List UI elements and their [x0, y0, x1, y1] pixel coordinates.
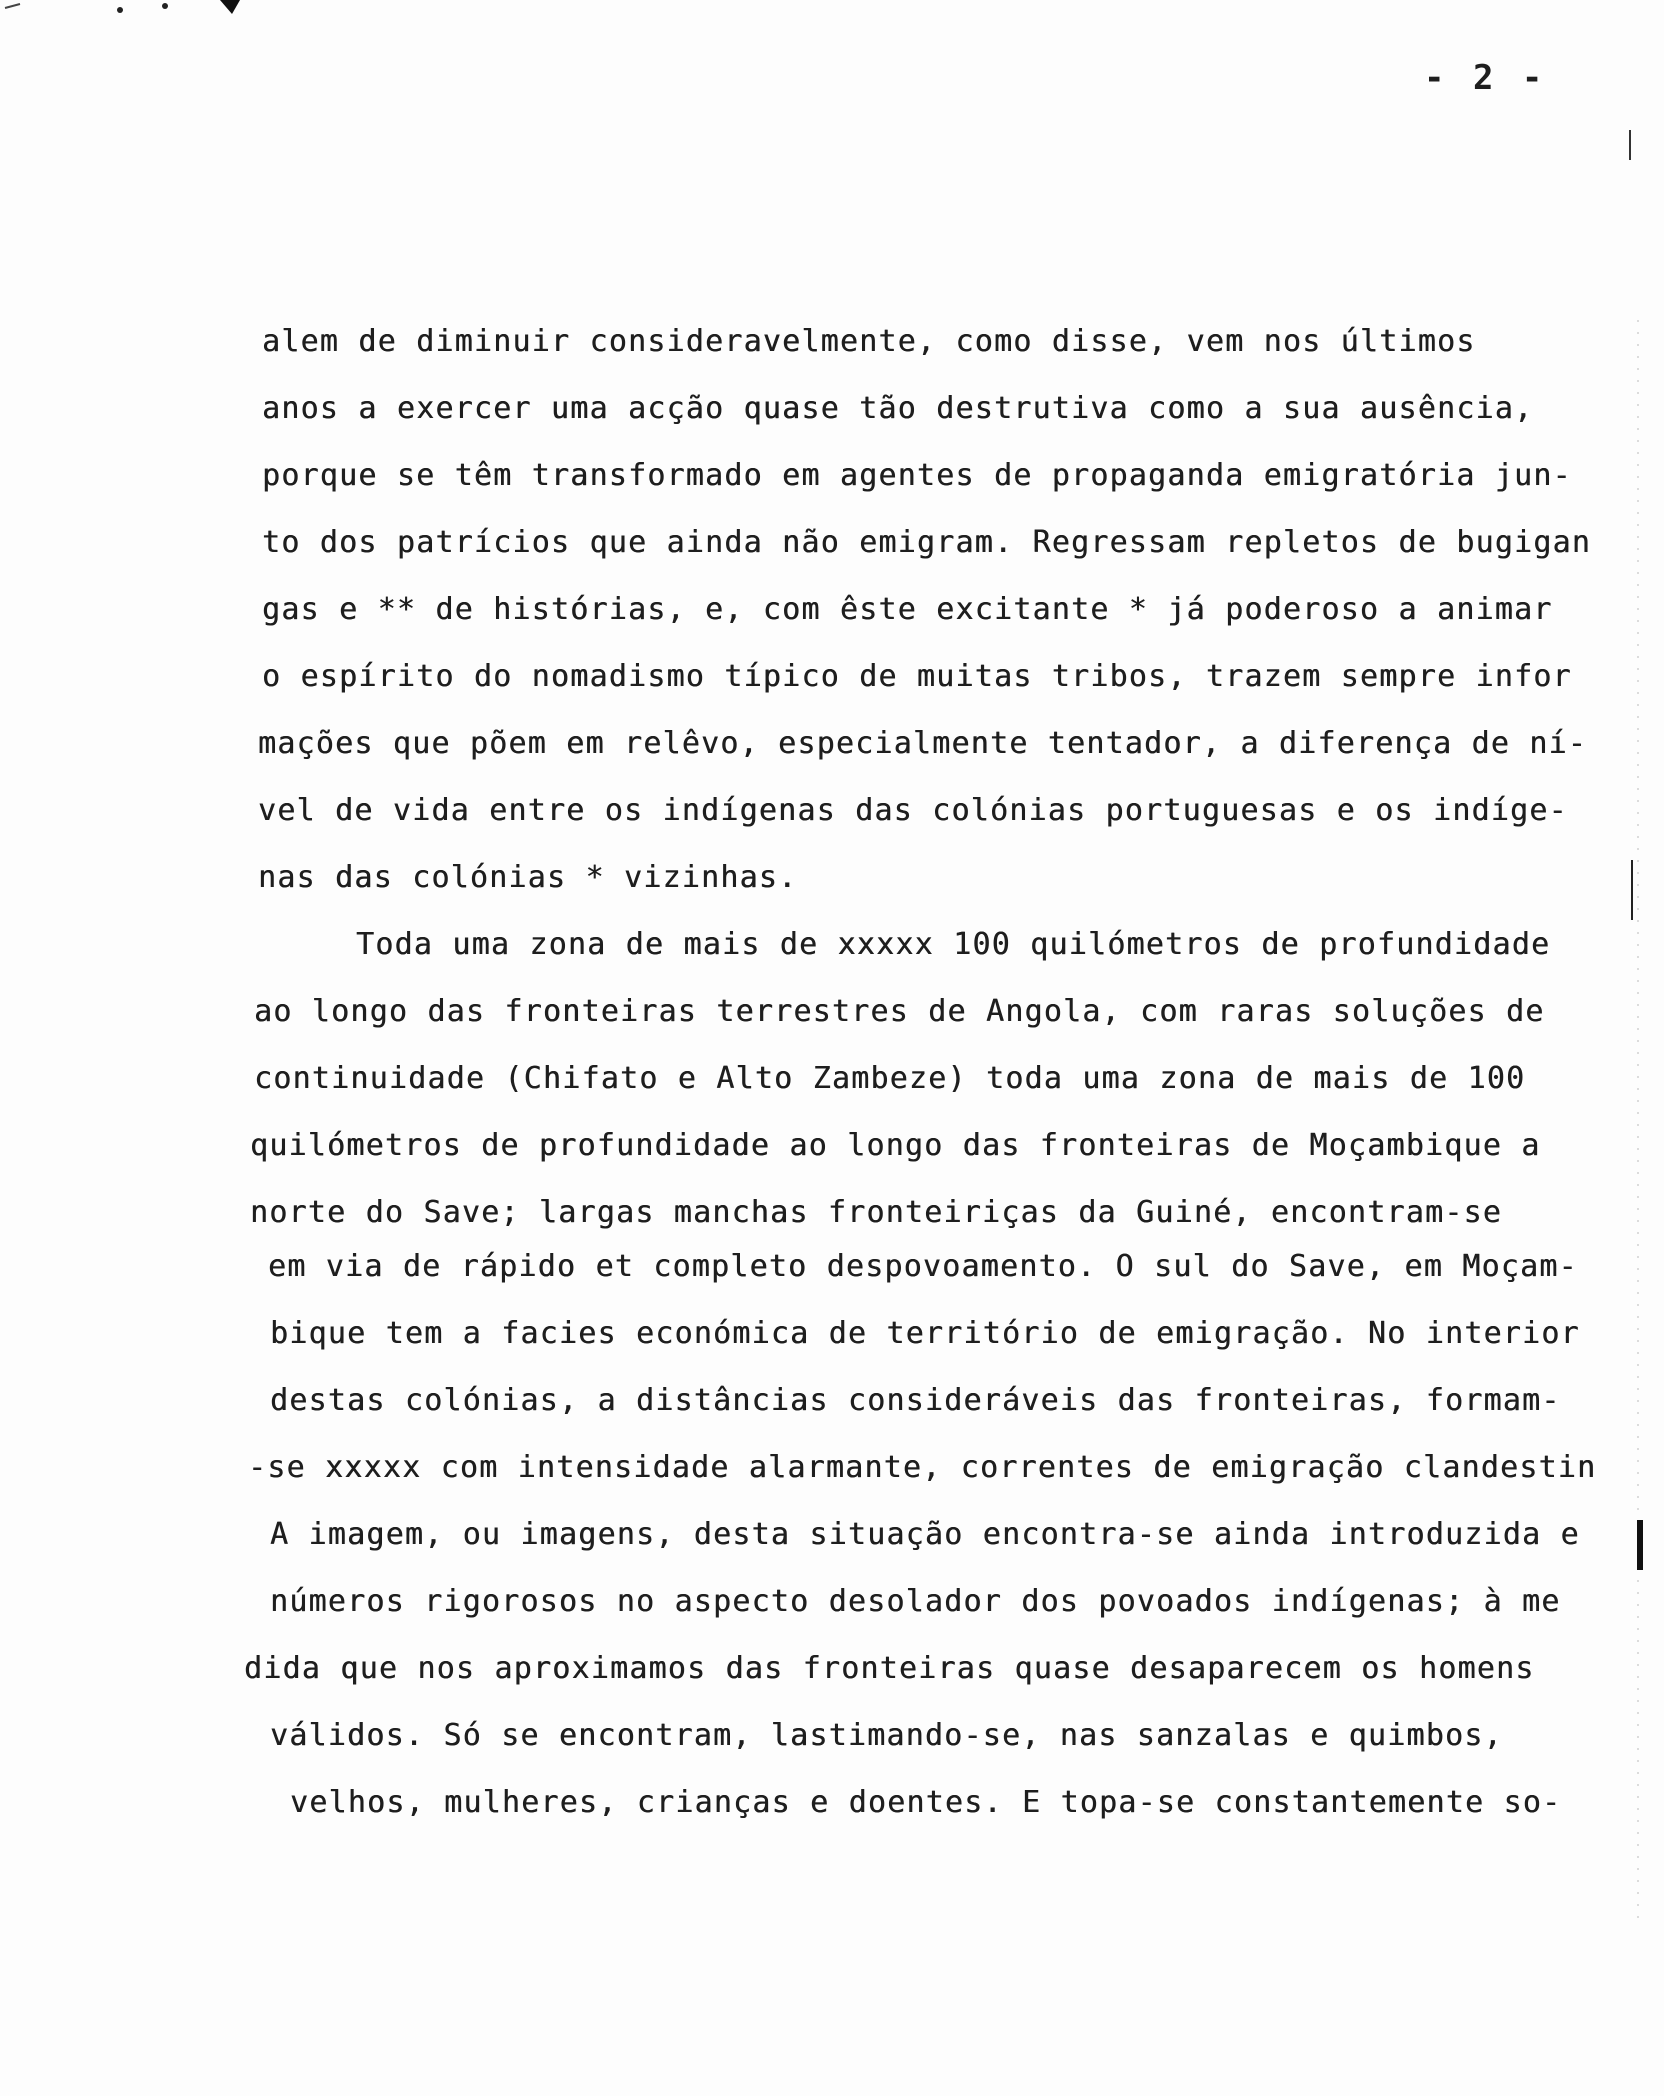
text-line: gas e ** de histórias, e, com êste excitante * já poderoso a animar [262, 592, 1553, 627]
text-line: -se xxxxx com intensidade alarmante, correntes de emigração clandestin [248, 1450, 1597, 1485]
text-line: destas colónias, a distâncias consideráveis das fronteiras, formam- [270, 1383, 1561, 1418]
text-line: dida que nos aproximamos das fronteiras quase desaparecem os homens [244, 1651, 1535, 1686]
scan-corner-marks [0, 0, 260, 30]
text-line: bique tem a facies económica de território de emigração. No interior [270, 1316, 1580, 1351]
text-line: alem de diminuir consideravelmente, como disse, vem nos últimos [262, 324, 1476, 359]
scan-edge-marks [1620, 120, 1650, 2020]
text-line: Toda uma zona de mais de xxxxx 100 quilómetros de profundidade [356, 927, 1551, 962]
text-line: o espírito do nomadismo típico de muitas tribos, trazem sempre infor [262, 659, 1572, 694]
text-line: continuidade (Chifato e Alto Zambeze) toda uma zona de mais de 100 [254, 1061, 1526, 1096]
text-line: norte do Save; largas manchas fronteiriças da Guiné, encontram-se [250, 1195, 1502, 1230]
text-line: mações que põem em relêvo, especialmente tentador, a diferença de ní- [258, 726, 1588, 761]
text-line: to dos patrícios que ainda não emigram. Regressam repletos de bugigan [262, 525, 1592, 560]
text-line: ao longo das fronteiras terrestres de Angola, com raras soluções de [254, 994, 1545, 1029]
text-line: nas das colónias * vizinhas. [258, 860, 798, 895]
text-line: quilómetros de profundidade ao longo das fronteiras de Moçambique a [250, 1128, 1541, 1163]
text-line: A imagem, ou imagens, desta situação encontra-se ainda introduzida e [270, 1517, 1580, 1552]
text-line: porque se têm transformado em agentes de propaganda emigratória jun- [262, 458, 1572, 493]
page-number: - 2 - [1424, 58, 1547, 98]
text-line: números rigorosos no aspecto desolador dos povoados indígenas; à me [270, 1584, 1561, 1619]
text-line: em via de rápido et completo despovoamento. O sul do Save, em Moçam- [268, 1249, 1578, 1284]
text-line: velhos, mulheres, crianças e doentes. E topa-se constantemente so- [290, 1785, 1562, 1820]
text-line: anos a exercer uma acção quase tão destrutiva como a sua ausência, [262, 391, 1534, 426]
text-line: válidos. Só se encontram, lastimando-se, nas sanzalas e quimbos, [270, 1718, 1503, 1753]
text-line: vel de vida entre os indígenas das colónias portuguesas e os indíge- [258, 793, 1568, 828]
